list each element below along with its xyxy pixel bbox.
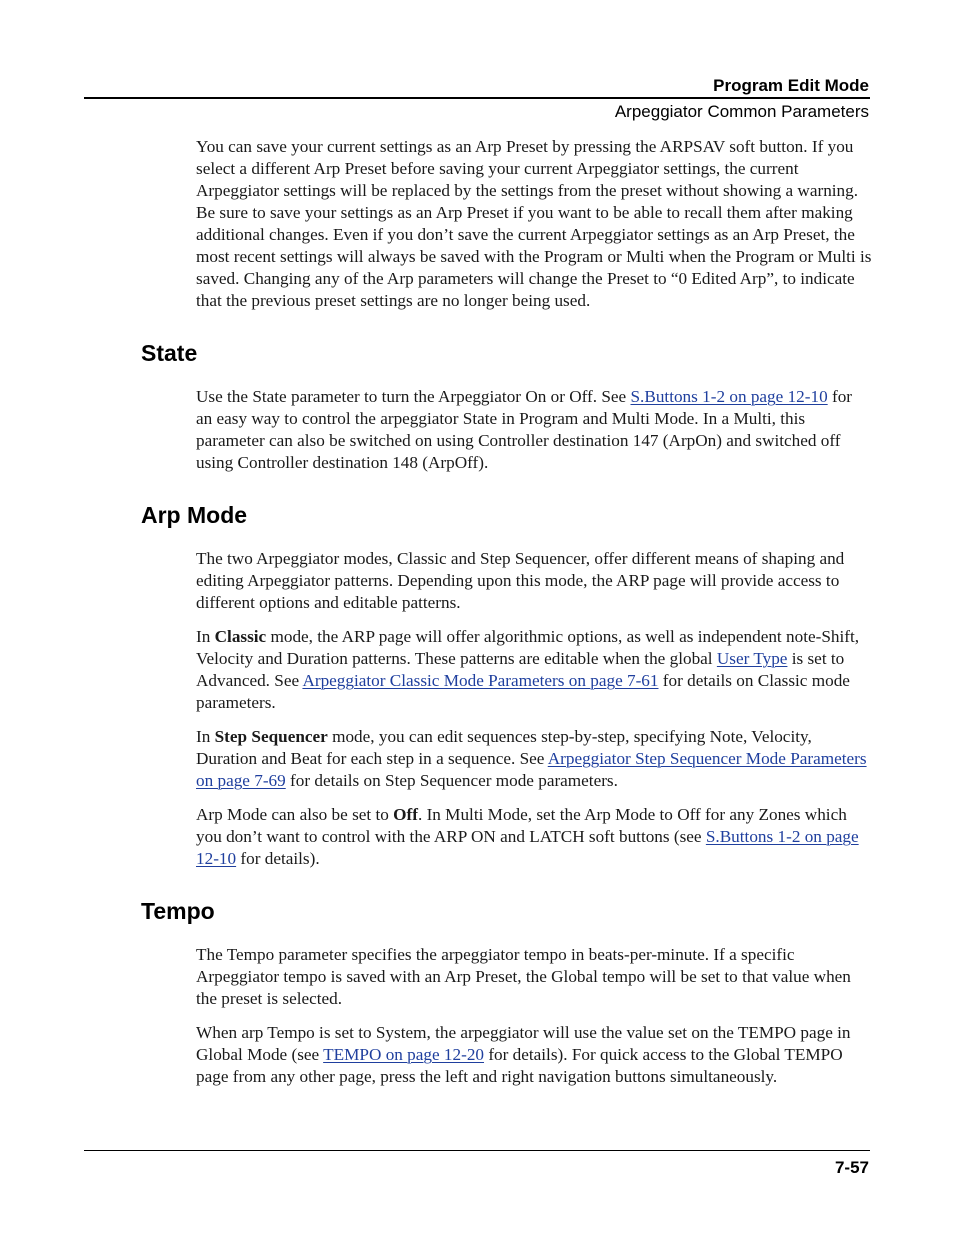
arp-mode-p3-block <box>196 726 872 792</box>
state-text-1: Use the State parameter to turn the Arpeggiator On or Off. See <box>196 387 631 406</box>
tempo-p2-block <box>196 1022 872 1088</box>
arp-mode-p3-text-1: In <box>196 727 215 746</box>
tempo-p2-text-1: When arp Tempo is set to System, the arpeggiator will use the value set on the TEMPO page in Global Mode (see <box>196 1023 851 1064</box>
tempo-paragraph-2 <box>196 1022 872 1088</box>
arp-mode-paragraph-4 <box>196 804 872 870</box>
arp-mode-p4-text-2: . In Multi Mode, set the Arp Mode to Off for any Zones which you don’t want to control with the ARP ON and LATCH soft buttons (see <box>196 805 847 846</box>
arp-mode-p2-block <box>196 626 872 714</box>
link-tempo-page[interactable]: TEMPO on page 12-20 <box>323 1045 485 1064</box>
arp-mode-p2-text-3: is set to Advanced. See <box>196 649 845 690</box>
arp-mode-p4-block <box>196 804 872 870</box>
tempo-p2-text-2: for details). For quick access to the Global TEMPO page from any other page, press the left and right navigation buttons simultaneously. <box>196 1045 843 1086</box>
intro-paragraph: You can save your current settings as an Arp Preset by pressing the ARPSAV soft button. If you select a different Arp Preset before saving your current Arpeggiator settings, the current Arpeggiator settings will be replaced by the settings from the preset without showing a warning. Be sure to save your settings as an Arp Preset if you want to be able to recall them after making additional changes. Even if you don’t save the current Arpeggiator settings as an Arp Preset, the most recent settings will always be saved with the Program or Multi when the Program or Multi is saved. Changing any of the Arp parameters will change the Preset to “0 Edited Arp”, to indicate that the previous preset settings are no longer being used. <box>196 137 872 310</box>
arp-mode-p2-text-4: for details on Classic mode parameters. <box>196 671 850 712</box>
arp-mode-p2-text-2: mode, the ARP page will offer algorithmic options, as well as independent note-Shift, Velocity and Duration patterns. These patterns are editable when the global <box>196 627 860 668</box>
page-number: 7-57 <box>834 1158 869 1177</box>
intro-block <box>196 136 872 312</box>
arp-mode-p3-text-3: for details on Step Sequencer mode parameters. <box>285 771 618 790</box>
link-user-type[interactable]: User Type <box>716 649 788 668</box>
tempo-paragraph-1: The Tempo parameter specifies the arpeggiator tempo in beats-per-minute. If a specific Arpeggiator tempo is saved with an Arp Preset, the Global tempo will be set to that value when the preset is selected. <box>196 945 851 1008</box>
arp-mode-heading: Arp Mode <box>141 502 248 528</box>
footer-rule <box>84 1150 870 1151</box>
step-sequencer-term: Step Sequencer <box>214 727 328 746</box>
state-text-2: for an easy way to control the arpeggiator State in Program and Multi Mode. In a Multi, this parameter can also be switched on using Controller destination 147 (ArpOn) and switched off using Controller destination 148 (ArpOff). <box>196 387 853 472</box>
tempo-p1-block <box>196 944 872 1010</box>
link-step-sequencer-parameters[interactable]: Arpeggiator Step Sequencer Mode Parameters on page 7-69 <box>196 749 867 790</box>
off-term: Off <box>393 805 418 824</box>
state-heading: State <box>141 340 198 366</box>
arp-mode-p2-text-1: In <box>196 627 215 646</box>
link-classic-mode-parameters[interactable]: Arpeggiator Classic Mode Parameters on page 7-61 <box>302 671 659 690</box>
classic-term: Classic <box>214 627 267 646</box>
link-sbuttons-arp-mode[interactable]: S.Buttons 1-2 on page 12-10 <box>196 827 859 868</box>
link-sbuttons-state[interactable]: S.Buttons 1-2 on page 12-10 <box>630 387 828 406</box>
arp-mode-p4-text-1: Arp Mode can also be set to <box>196 805 394 824</box>
state-paragraph <box>196 386 872 474</box>
state-block <box>196 386 872 474</box>
header-rule <box>84 97 870 99</box>
header-chapter-title: Program Edit Mode <box>713 76 869 95</box>
arp-mode-paragraph-1: The two Arpeggiator modes, Classic and Step Sequencer, offer different means of shaping and editing Arpeggiator patterns. Depending upon this mode, the ARP page will provide access to different options and editable patterns. <box>196 549 845 612</box>
arp-mode-p3-text-2: mode, you can edit sequences step-by-step, specifying Note, Velocity, Duration and Beat for each step in a sequence. See <box>196 727 812 768</box>
arp-mode-paragraph-3 <box>196 726 872 792</box>
header-section-title: Arpeggiator Common Parameters <box>614 102 869 121</box>
arp-mode-p4-text-3: for details). <box>236 849 320 868</box>
arp-mode-p1-block <box>196 548 872 614</box>
arp-mode-paragraph-2 <box>196 626 872 714</box>
tempo-heading: Tempo <box>141 898 215 924</box>
